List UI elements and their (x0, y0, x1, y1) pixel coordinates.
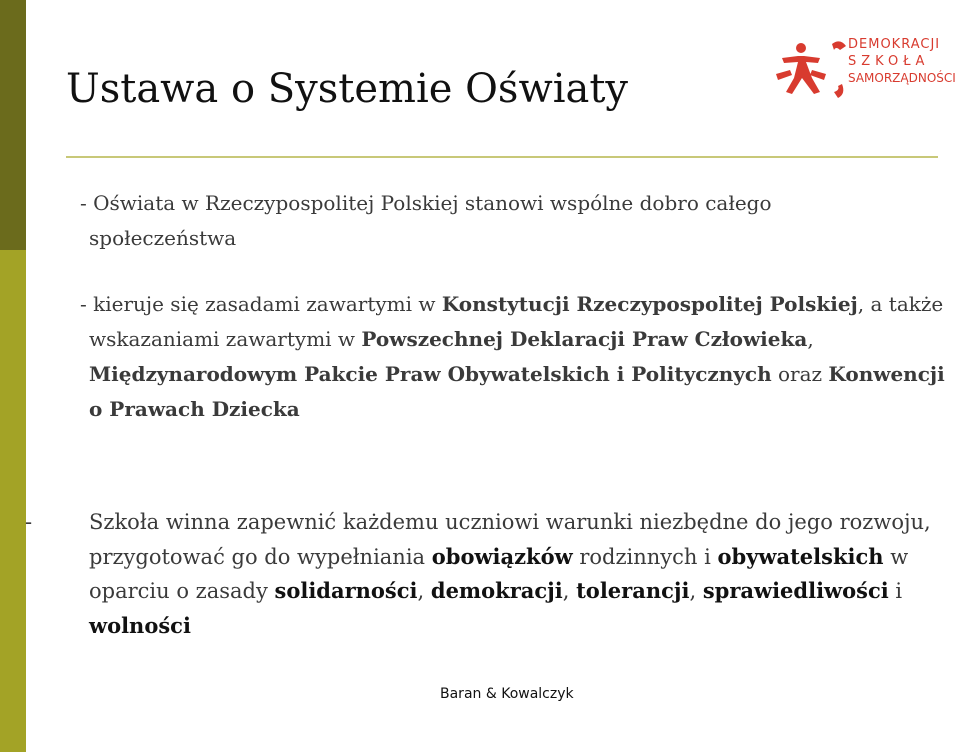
slide-title: Ustawa o Systemie Oświaty (66, 66, 629, 112)
paragraph-1-line-1: - Oświata w Rzeczypospolitej Polskiej stanowi wspólne dobro całego (80, 191, 772, 215)
keyword-justice: sprawiedliwości (702, 578, 889, 603)
logo-line-2: SZKOŁA (848, 54, 930, 69)
text: , (417, 579, 431, 603)
side-bar-light (0, 250, 26, 752)
logo-line-3: SAMORZĄDNOŚCI (848, 71, 956, 85)
paragraph-guiding-principles (80, 287, 950, 427)
keyword-civic: obywatelskich (717, 543, 884, 569)
text: w oparciu o zasady (89, 544, 909, 603)
text: i (888, 579, 903, 603)
text: , (562, 579, 577, 603)
keyword-covenant: Międzynarodowym Pakcie Praw Obywatelskich i Politycznych (89, 362, 772, 386)
text: oraz (771, 362, 829, 386)
text: , (689, 579, 703, 603)
footer-authors: Baran & Kowalczyk (440, 686, 574, 702)
keyword-tolerance: tolerancji (576, 578, 690, 603)
paragraph-education-common-good (80, 186, 940, 256)
text: , a także wskazaniami zawartymi w (89, 292, 944, 351)
logo-line-1: DEMOKRACJI (848, 37, 941, 52)
text: , (807, 327, 814, 351)
text: - kieruje się zasadami zawartymi w (80, 292, 442, 316)
keyword-democracy: demokracji (430, 578, 563, 603)
side-bar-dark (0, 0, 26, 250)
title-divider (66, 156, 938, 158)
keyword-solidarity: solidarności (274, 578, 418, 603)
bullet-dash: - (25, 510, 33, 534)
paragraph-school-duties (25, 506, 952, 643)
keyword-freedom: wolności (89, 612, 191, 638)
keyword-declaration: Powszechnej Deklaracji Praw Człowieka (361, 327, 808, 351)
logo-text (848, 36, 956, 87)
keyword-constitution: Konstytucji Rzeczypospolitej Polskiej (441, 292, 858, 316)
text: rodzinnych i (572, 544, 718, 569)
keyword-convention: Konwencji o Prawach Dziecka (89, 362, 945, 421)
text: Szkoła winna zapewnić każdemu uczniowi warunki niezbędne do jego rozwoju, przygotować go do wypełniania (89, 510, 931, 569)
keyword-duties: obowiązków (431, 543, 573, 569)
paragraph-1-line-2: społeczeństwa (89, 226, 237, 250)
